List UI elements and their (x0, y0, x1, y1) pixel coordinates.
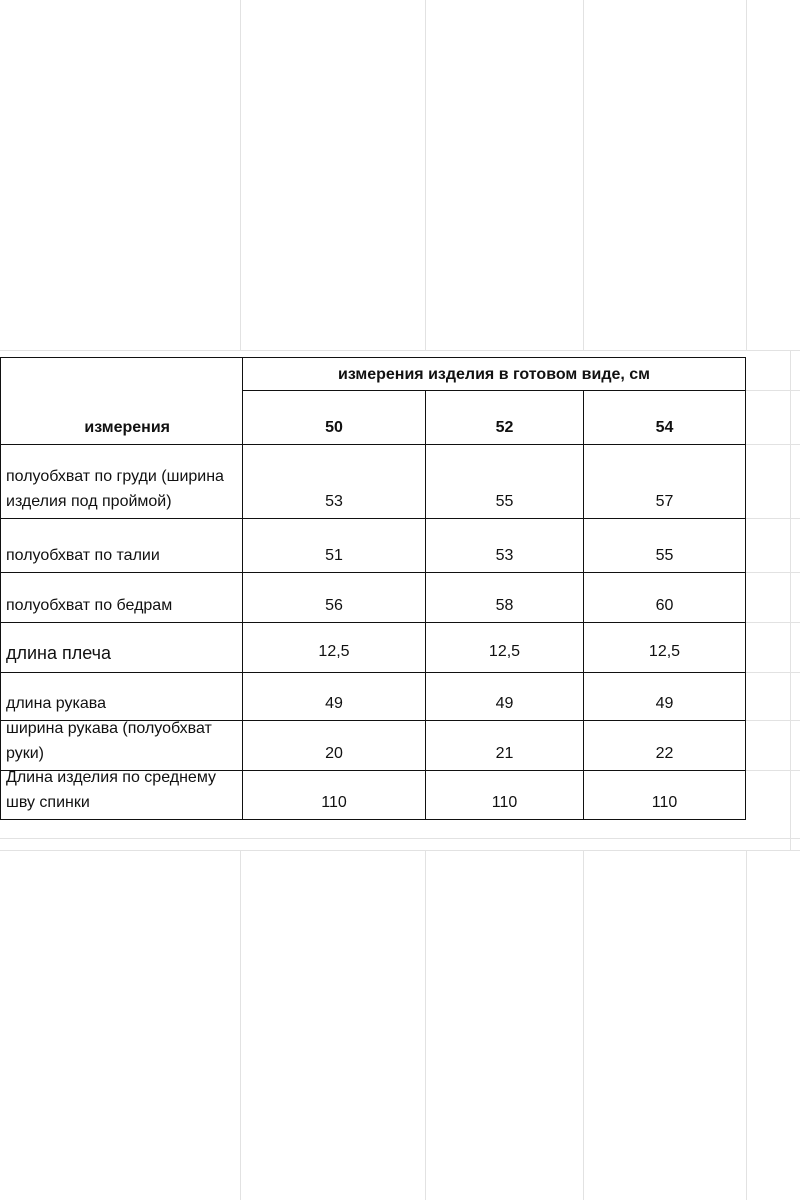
table-cell (425, 622, 584, 673)
table-cell (425, 444, 584, 519)
table-cell (425, 572, 584, 623)
cell-value: 53 (495, 547, 514, 564)
row-label-text: полуобхват по бедрам (6, 597, 173, 614)
cell-value: 110 (321, 794, 347, 811)
row-label-text: длина рукава (6, 695, 106, 712)
cell-value: 12,5 (648, 643, 681, 660)
table-cell (242, 444, 426, 519)
cell-value: 12,5 (318, 643, 350, 660)
row-header-cell (0, 357, 243, 445)
size-label: 52 (495, 419, 514, 436)
row-label-sleeve-length (0, 672, 243, 721)
group-header-text: измерения изделия в готовом виде, см (337, 365, 651, 383)
size-header-50 (242, 390, 426, 445)
row-header-text: измерения (84, 419, 170, 436)
table-cell (242, 672, 426, 721)
table-cell (583, 444, 746, 519)
row-label-text: длина плеча (6, 643, 112, 663)
row-label-text: ширина рукава (полуобхват руки) (6, 720, 212, 762)
table-cell (583, 770, 746, 820)
table-cell (425, 770, 584, 820)
cell-value: 110 (651, 794, 678, 811)
row-label-chest (0, 444, 243, 519)
size-header-52 (425, 390, 584, 445)
table-cell (583, 518, 746, 573)
cell-value: 56 (325, 597, 343, 614)
table-cell (425, 720, 584, 771)
row-label-hips (0, 572, 243, 623)
size-label: 54 (655, 419, 674, 436)
cell-value: 57 (655, 493, 674, 510)
cell-value: 51 (325, 547, 343, 564)
table-cell (425, 672, 584, 721)
row-label-back-length (0, 770, 243, 820)
table-cell (242, 518, 426, 573)
table-cell (583, 672, 746, 721)
table-cell (242, 770, 426, 820)
cell-value: 49 (495, 695, 514, 712)
row-label-text: полуобхват по груди (ширина изделия под проймой) (6, 468, 224, 510)
row-label-text: полуобхват по талии (6, 547, 160, 564)
cell-value: 49 (655, 695, 674, 712)
table-cell (242, 622, 426, 673)
cell-value: 58 (495, 597, 514, 614)
group-header (242, 357, 746, 391)
table-cell (583, 720, 746, 771)
cell-value: 55 (495, 493, 514, 510)
row-label-waist (0, 518, 243, 573)
table-cell (583, 572, 746, 623)
table-cell (242, 572, 426, 623)
table-cell (242, 720, 426, 771)
cell-value: 55 (655, 547, 674, 564)
cell-value: 49 (325, 695, 343, 712)
table-cell (583, 622, 746, 673)
cell-value: 22 (655, 745, 674, 762)
row-label-text: Длина изделия по среднему шву спинки (6, 769, 216, 811)
cell-value: 53 (325, 493, 343, 510)
cell-value: 12,5 (488, 643, 521, 660)
size-label: 50 (325, 419, 343, 436)
size-header-54 (583, 390, 746, 445)
cell-value: 110 (491, 794, 518, 811)
cell-value: 20 (325, 745, 343, 762)
cell-value: 60 (655, 597, 674, 614)
row-label-shoulder (0, 622, 243, 673)
table-cell (425, 518, 584, 573)
row-label-sleeve-width (0, 720, 243, 771)
cell-value: 21 (495, 745, 514, 762)
